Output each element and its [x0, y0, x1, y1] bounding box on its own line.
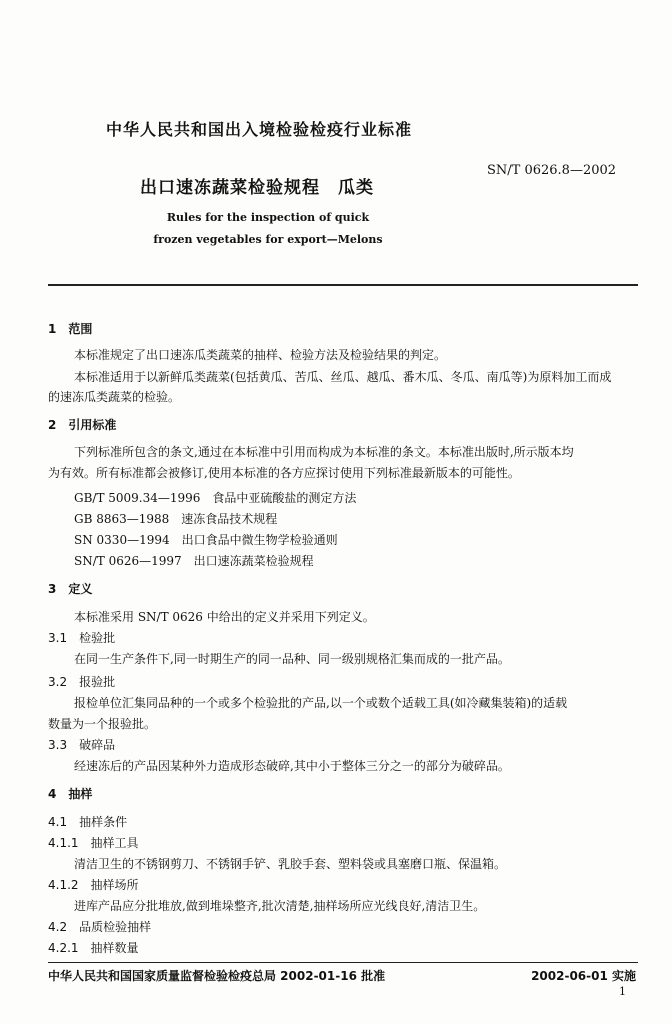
reference-item: SN 0330—1994 出口食品中微生物学检验通则 [74, 533, 338, 547]
subsection-heading: 3.2 报验批 [48, 675, 116, 689]
paragraph: 清洁卫生的不锈钢剪刀、不锈钢手铲、乳胶手套、塑料袋或具塞磨口瓶、保温箱。 [74, 857, 507, 871]
paragraph: 为有效。所有标准都会被修订,使用本标准的各方应探讨使用下列标准最新版本的可能性。 [48, 466, 520, 480]
issuing-authority: 中华人民共和国出入境检验检疫行业标准 [106, 120, 413, 139]
subsection-heading: 4.1.2 抽样场所 [48, 878, 139, 892]
paragraph: 本标准采用 SN/T 0626 中给出的定义并采用下列定义。 [74, 610, 375, 624]
paragraph: 数量为一个报验批。 [48, 717, 157, 731]
section-heading: 3 定义 [48, 582, 93, 596]
page-number: 1 [619, 985, 626, 998]
subsection-heading: 4.2.1 抽样数量 [48, 941, 139, 955]
document-title-en-line1: Rules for the inspection of quick [166, 211, 370, 224]
paragraph: 本标准规定了出口速冻瓜类蔬菜的抽样、检验方法及检验结果的判定。 [74, 348, 447, 362]
subsection-heading: 4.1 抽样条件 [48, 815, 128, 829]
document-title-en-line2: frozen vegetables for export—Melons [153, 233, 383, 246]
paragraph: 报检单位汇集同品种的一个或多个检验批的产品,以一个或数个适载工具(如冷藏集装箱)的适载 [74, 696, 568, 710]
subsection-heading: 4.2 品质检验抽样 [48, 920, 152, 934]
document-title-cn: 出口速冻蔬菜检验规程 瓜类 [140, 178, 374, 198]
implementation-date: 2002-06-01 实施 [531, 969, 636, 983]
section-heading: 2 引用标准 [48, 418, 117, 432]
reference-item: GB/T 5009.34—1996 食品中亚硫酸盐的测定方法 [74, 491, 357, 505]
reference-item: SN/T 0626—1997 出口速冻蔬菜检验规程 [74, 554, 314, 568]
reference-item: GB 8863—1988 速冻食品技术规程 [74, 512, 278, 526]
section-heading: 1 范围 [48, 322, 93, 336]
header-divider [48, 284, 638, 286]
paragraph: 在同一生产条件下,同一时期生产的同一品种、同一级别规格汇集而成的一批产品。 [74, 652, 510, 666]
subsection-heading: 3.1 检验批 [48, 631, 116, 645]
section-heading: 4 抽样 [48, 787, 93, 801]
paragraph: 的速冻瓜类蔬菜的检验。 [48, 390, 181, 404]
subsection-heading: 3.3 破碎品 [48, 738, 116, 752]
paragraph: 本标准适用于以新鲜瓜类蔬菜(包括黄瓜、苦瓜、丝瓜、越瓜、番木瓜、冬瓜、南瓜等)为原料加工而成 [74, 370, 612, 384]
approval-statement: 中华人民共和国国家质量监督检验检疫总局 2002-01-16 批准 [48, 969, 386, 983]
paragraph: 经速冻后的产品因某种外力造成形态破碎,其中小于整体三分之一的部分为破碎品。 [74, 759, 510, 773]
paragraph: 进库产品应分批堆放,做到堆垛整齐,批次清楚,抽样场所应光线良好,清洁卫生。 [74, 899, 486, 913]
subsection-heading: 4.1.1 抽样工具 [48, 836, 139, 850]
paragraph: 下列标准所包含的条文,通过在本标准中引用而构成为本标准的条文。本标准出版时,所示版本均 [74, 445, 574, 459]
standard-number: SN/T 0626.8—2002 [487, 163, 617, 178]
footer-divider [48, 962, 638, 963]
